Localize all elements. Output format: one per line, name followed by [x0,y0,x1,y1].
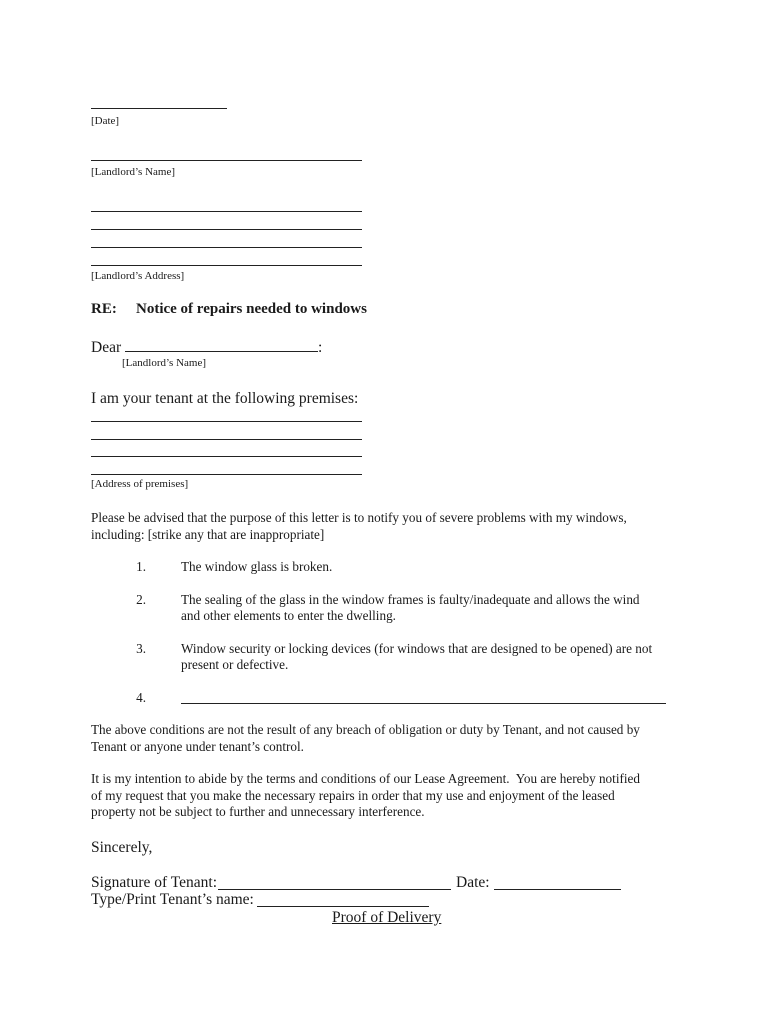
re-subject: Notice of repairs needed to windows [136,301,367,317]
item-2-number: 2. [136,592,146,607]
date-field-blank[interactable] [494,889,621,890]
landlord-address-line-3[interactable] [91,247,362,248]
premises-label: [Address of premises] [91,478,189,490]
intention-line-2: of my request that you make the necessary repairs in order that my use and enjoyment of the leased [91,788,615,803]
salutation-colon: : [318,339,323,356]
premises-line-2[interactable] [91,439,362,440]
intro-paragraph-line-2: including: [strike any that are inappropriate] [91,527,325,542]
signature-label: Signature of Tenant: [91,874,218,891]
tenant-intro: I am your tenant at the following premises: [91,390,359,407]
proof-of-delivery-heading: Proof of Delivery [332,909,442,926]
landlord-address-label: [Landlord’s Address] [91,270,185,282]
item-3-text-line-2: present or defective. [181,657,289,672]
item-1-number: 1. [136,559,146,574]
salutation-name-label: [Landlord’s Name] [122,357,206,369]
item-1-text: The window glass is broken. [181,559,333,574]
premises-line-3[interactable] [91,456,362,457]
premises-line-4[interactable] [91,474,362,475]
intro-paragraph-line-1: Please be advised that the purpose of this letter is to notify you of severe problems with my windows, [91,510,627,525]
item-2-text-line-1: The sealing of the glass in the window frames is faulty/inadequate and allows the wind [181,592,640,607]
item-4-blank[interactable] [181,703,666,704]
landlord-name-label: [Landlord’s Name] [91,166,175,178]
landlord-address-line-1[interactable] [91,211,362,212]
intention-line-3: property not be subject to further and unnecessary interference. [91,804,425,819]
dear-text: Dear [91,339,122,356]
landlord-address-line-2[interactable] [91,229,362,230]
date-field-label: Date: [456,874,490,891]
item-3-number: 3. [136,641,146,656]
intention-line-1: It is my intention to abide by the terms and conditions of our Lease Agreement. You are hereby notified [91,771,640,786]
date-blank[interactable] [91,108,227,109]
conditions-line-1: The above conditions are not the result of any breach of obligation or duty by Tenant, and not caused by [91,722,640,737]
re-prefix: RE: [91,301,117,317]
salutation-name-blank[interactable] [125,337,318,352]
salutation [91,337,322,357]
closing: Sincerely, [91,839,153,856]
item-3-text-line-1: Window security or locking devices (for windows that are designed to be opened) are not [181,641,653,656]
item-4-number: 4. [136,690,146,705]
print-name-blank[interactable] [257,906,429,907]
item-2-text-line-2: and other elements to enter the dwelling. [181,608,396,623]
premises-line-1[interactable] [91,421,362,422]
conditions-line-2: Tenant or anyone under tenant’s control. [91,739,304,754]
date-label: [Date] [91,115,120,127]
landlord-address-line-4[interactable] [91,265,362,266]
landlord-name-blank[interactable] [91,160,362,161]
print-name-label: Type/Print Tenant’s name: [91,891,254,908]
